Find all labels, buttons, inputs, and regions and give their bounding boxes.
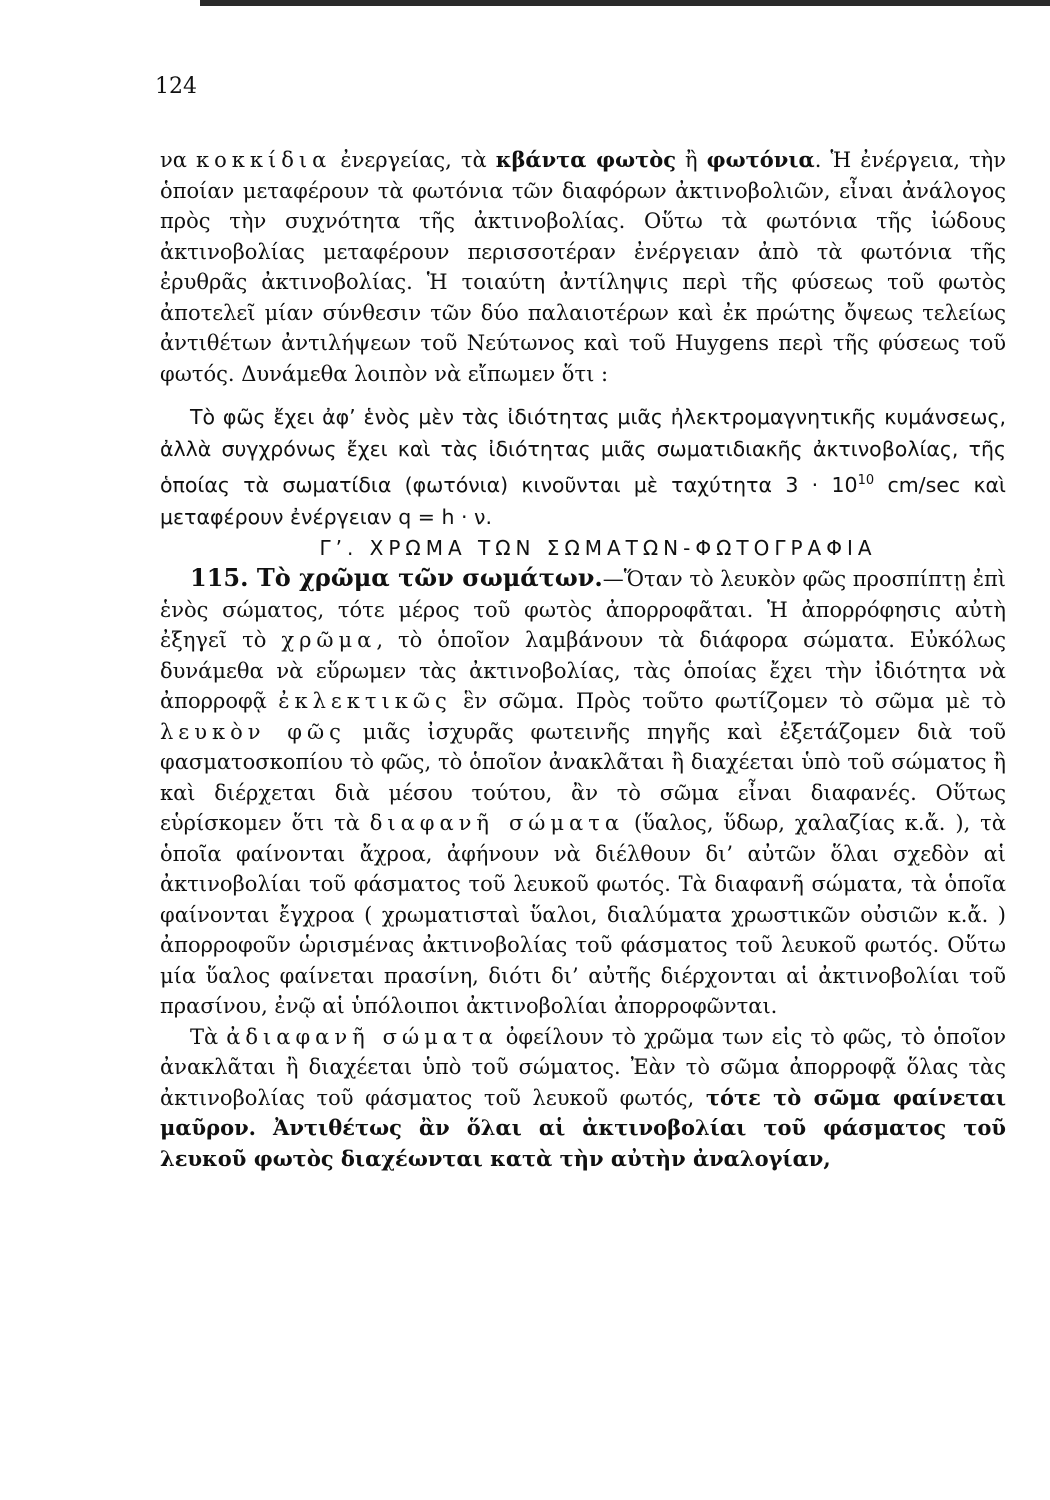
text-run: Τὸ φῶς ἔχει ἀφ’ ἑνὸς μὲν τὰς ἰδιότητας μιᾶς ἠλεκτρομαγνητικῆς κυμάνσεως, ἀλλὰ συγχρόνως ἔχει καὶ τὰς ἰδιότητας μιᾶς σωματιδιακῆς ἀκτινοβολίας, τῆς ὁποίας τὰ σωματίδια (φωτόνια) κινοῦνται μὲ ταχύτητα 3 · 10 bbox=[160, 405, 1006, 497]
section-title: Γ’. ΧΡΩΜΑ ΤΩΝ ΣΩΜΑΤΩΝ-ΦΩΤΟΓΡΑΦΙΑ bbox=[319, 535, 877, 560]
text-run: ἐνεργείας, τὰ bbox=[331, 148, 496, 172]
bold-term-quanta: κβάντα φωτὸς bbox=[495, 147, 677, 172]
exponent: 10 bbox=[857, 473, 875, 488]
spaced-term: ἀδιαφανῆ σώματα bbox=[226, 1024, 498, 1049]
text-run: (ὕαλος, ὕδωρ, χαλαζίας κ.ἄ. ), τὰ ὁποῖα φαίνονται ἄχροα, ἀφήνουν νὰ διέλθουν δι’ αὐτῶν ὅλαι σχεδὸν αἱ ἀκτινοβολίαι τοῦ φάσματος τοῦ λευκοῦ φωτός. Τὰ διαφανῆ σώματα, τὰ ὁποῖα φαίνονται ἔγχροα ( χρωματισταὶ ὕαλοι, διαλύματα χρωστικῶν οὐσιῶν κ.ἄ. ) ἀπορροφοῦν ὡρισμένας ἀκτινοβολίας τοῦ φάσματος τοῦ λευκοῦ φωτός. Οὕτω μία ὕαλος φαίνεται πρασίνη, διότι δι’ αὐτῆς διέρχονται αἱ ἀκτινοβολίαι τοῦ πρασίνου, ἐνῷ αἱ ὑπόλοιποι ἀκτινοβολίαι ἀπορροφῶνται. bbox=[160, 811, 1006, 1019]
page-top-edge bbox=[200, 0, 1050, 6]
page-number: 124 bbox=[155, 74, 197, 99]
paragraph-summary bbox=[160, 401, 1006, 533]
text-run: να bbox=[160, 148, 196, 172]
paragraph-heading: 115. Τὸ χρῶμα τῶν σωμάτων. bbox=[190, 563, 603, 593]
text-run: . Ἡ ἐνέργεια, τὴν ὁποίαν μεταφέρουν τὰ φωτόνια τῶν διαφόρων ἀκτινοβολιῶν, εἶναι ἀνάλογος πρὸς τὴν συχνότητα τῆς ἀκτινοβολίας. Οὕτω τὰ φωτόνια τῆς ἰώδους ἀκτινοβολίας μεταφέρουν περισσοτέραν ἐνέργειαν ἀπὸ τὰ φωτόνια τῆς ἐρυθρᾶς ἀκτινοβολίας. Ἡ τοιαύτη ἀντίληψις περὶ τῆς φύσεως τοῦ φωτὸς ἀποτελεῖ μίαν σύνθεσιν τῶν δύο παλαιοτέρων καὶ ἐκ πρώτης ὄψεως τελείως ἀντιθέτων ἀντιλήψεων τοῦ Νεύτωνος καὶ τοῦ Huygens περὶ τῆς φύσεως τοῦ φωτός. Δυνάμεθα λοιπὸν νὰ εἴπωμεν ὅτι : bbox=[160, 148, 1007, 386]
text-run: ἢ bbox=[676, 148, 707, 172]
spaced-term: λευκὸν φῶς bbox=[160, 719, 346, 744]
text-run: cm/sec καὶ μεταφέρουν ἐνέργειαν q = h · ν. bbox=[160, 472, 1006, 529]
spaced-term: ἐκλεκτικῶς bbox=[278, 689, 452, 714]
page-body bbox=[160, 145, 1006, 1174]
spaced-term: διαφανῆ σώματα bbox=[369, 811, 625, 836]
spaced-term: κοκκίδια bbox=[195, 148, 332, 172]
paragraph-opaque-bodies bbox=[160, 1022, 1006, 1175]
bold-passage: τότε τὸ σῶμα φαίνεται μαῦρον. Ἀντιθέτως ἂν ὅλαι αἱ ἀκτινοβολίαι τοῦ φάσματος τοῦ λευκοῦ φωτὸς διαχέωνται κατὰ τὴν αὐτὴν ἀναλογίαν, bbox=[160, 1084, 1006, 1171]
spaced-term: χρῶμα bbox=[281, 628, 377, 653]
text-run: μιᾶς ἰσχυρᾶς φωτεινῆς πηγῆς καὶ ἐξετάζομεν διὰ τοῦ φασματοσκοπίου τὸ φῶς, τὸ ὁποῖον ἀνακλᾶται ἢ διαχέεται ὑπὸ τοῦ σώματος ἢ καὶ διέρχεται διὰ μέσου τούτου, ἂν τὸ σῶμα εἶναι διαφανές. Οὕτως εὑρίσκομεν ὅτι τὰ bbox=[160, 719, 1006, 836]
text-run: ὀφείλουν τὸ χρῶμα των εἰς τὸ φῶς, τὸ ὁποῖον ἀνακλᾶται ἢ διαχέεται ὑπὸ τοῦ σώματος. Ἐὰν τὸ σῶμα ἀπορροφᾷ ὅλας τὰς ἀκτινοβολίας τοῦ φάσματος τοῦ λευκοῦ φωτός, bbox=[160, 1024, 1006, 1110]
text-run: , τὸ ὁποῖον λαμβάνουν τὰ διάφορα σώματα. Εὐκόλως δυνάμεθα νὰ εὕρωμεν τὰς ἀκτινοβολίας, τὰς ὁποίας ἔχει τὴν ἰδιότητα νὰ ἀπορροφᾷ bbox=[160, 628, 1006, 714]
text-run: —Ὅταν τὸ λευκὸν φῶς προσπίπτῃ ἐπὶ ἑνὸς σώματος, τότε μέρος τοῦ φωτὸς ἀπορροφᾶται. Ἡ ἀπορρόφησις αὐτὴ ἐξηγεῖ τὸ bbox=[160, 567, 1006, 653]
paragraph-115 bbox=[160, 563, 1006, 1022]
paragraph-photons bbox=[160, 145, 1006, 389]
text-run: ἓν σῶμα. Πρὸς τοῦτο φωτίζομεν τὸ σῶμα μὲ τὸ bbox=[451, 689, 1006, 714]
bold-term-photons: φωτόνια bbox=[706, 147, 815, 172]
text-run: Τὰ bbox=[190, 1024, 227, 1049]
